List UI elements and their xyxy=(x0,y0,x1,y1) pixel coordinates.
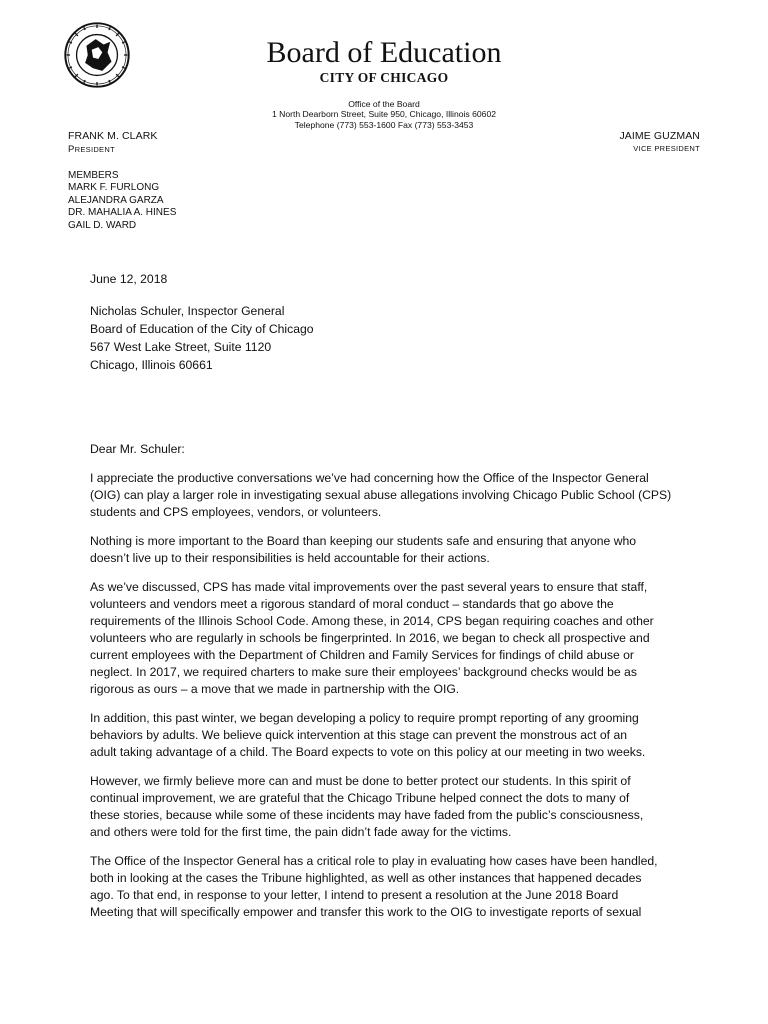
body-line: these stories, because while some of these incidents may have faded from the public’s consciousness, xyxy=(90,808,644,822)
body-line: students and CPS employees, vendors, or volunteers. xyxy=(90,505,382,519)
recipient-line: Nicholas Schuler, Inspector General xyxy=(90,304,285,318)
president-title: PRESIDENT xyxy=(68,144,115,155)
body-line: In addition, this past winter, we began developing a policy to require prompt reporting of any grooming xyxy=(90,711,639,725)
vice-president-block xyxy=(619,130,700,153)
body-line: The Office of the Inspector General has a critical role to play in evaluating how cases have been handled, xyxy=(90,854,658,868)
street-address: 1 North Dearborn Street, Suite 950, Chicago, Illinois 60602 xyxy=(271,109,497,120)
body-paragraph xyxy=(90,579,712,698)
body-line: I appreciate the productive conversations we’ve had concerning how the Office of the Inspector General xyxy=(90,471,649,485)
body-line: and others were told for the first time, the pain didn’t fade away for the victims. xyxy=(90,825,512,839)
body-line: doesn’t live up to their responsibilities is held accountable for their actions. xyxy=(90,551,490,565)
body-paragraph xyxy=(90,710,712,761)
body-paragraph xyxy=(90,533,712,567)
body-paragraph xyxy=(90,853,712,921)
body-line: continual improvement, we are grateful that the Chicago Tribune helped connect the dots to many of xyxy=(90,791,630,805)
body-line: rigorous as ours – a move that we made in partnership with the OIG. xyxy=(90,682,460,696)
body-line: volunteers and vendors meet a rigorous standard of moral conduct – standards that go above the xyxy=(90,597,614,611)
member-name: ALEJANDRA GARZA xyxy=(68,194,164,206)
letterhead-title: Board of Education xyxy=(266,36,502,69)
body-line: Nothing is more important to the Board than keeping our students safe and ensuring that anyone who xyxy=(90,534,637,548)
vice-president-title: VICE PRESIDENT xyxy=(633,144,700,153)
body-line: (OIG) can play a larger role in investigating sexual abuse allegations involving Chicago Public School (CPS) xyxy=(90,488,672,502)
body-line: ago. To that end, in response to your letter, I intend to present a resolution at the June 2018 Board xyxy=(90,888,619,902)
body-line: adult taking advantage of a child. The Board expects to vote on this policy at our meeting in two weeks. xyxy=(90,745,646,759)
office-line: Office of the Board xyxy=(348,99,420,109)
body-line: current employees with the Department of Children and Family Services for findings of child abuse or xyxy=(90,648,634,662)
letter-body xyxy=(90,470,712,933)
president-name: FRANK M. CLARK xyxy=(68,130,158,142)
body-line: However, we firmly believe more can and must be done to better protect our students. In this spirit of xyxy=(90,774,631,788)
body-line: neglect. In 2017, we required charters to make sure their employees’ background checks would be as xyxy=(90,665,637,679)
member-name: MARK F. FURLONG xyxy=(68,182,160,194)
phone-fax: Telephone (773) 553-1600 Fax (773) 553-3453 xyxy=(294,119,474,130)
letter-date: June 12, 2018 xyxy=(90,272,168,286)
body-line: As we’ve discussed, CPS has made vital improvements over the past several years to ensure that staff, xyxy=(90,580,648,594)
member-name: GAIL D. WARD xyxy=(68,219,137,231)
members-list xyxy=(68,170,176,232)
letterhead-address-block xyxy=(0,99,768,130)
recipient-line: Chicago, Illinois 60661 xyxy=(90,358,213,372)
body-line: both in looking at the cases the Tribune highlighted, as well as other instances that happened decades xyxy=(90,871,642,885)
body-paragraph xyxy=(90,773,712,841)
recipient-line: Board of Education of the City of Chicago xyxy=(90,322,314,336)
recipient-line: 567 West Lake Street, Suite 1120 xyxy=(90,340,272,354)
president-block xyxy=(68,130,158,155)
vice-president-name: JAIME GUZMAN xyxy=(619,130,700,142)
salutation: Dear Mr. Schuler: xyxy=(90,442,185,456)
recipient-address xyxy=(90,302,712,374)
members-heading: MEMBERS xyxy=(68,170,119,181)
body-line: behaviors by adults. We believe quick intervention at this stage can prevent the monstrous act of an xyxy=(90,728,628,742)
body-line: requirements of the Illinois School Code. Among these, in 2014, CPS began requiring coaches and other xyxy=(90,614,654,628)
letterhead-city: CITY OF CHICAGO xyxy=(319,70,449,85)
body-paragraph xyxy=(90,470,712,521)
body-line: volunteers who are regularly in schools be fingerprinted. In 2016, we began to check all prospective and xyxy=(90,631,650,645)
body-line: Meeting that will specifically empower and transfer this work to the OIG to investigate reports of sexual xyxy=(90,905,642,919)
member-name: DR. MAHALIA A. HINES xyxy=(68,207,177,219)
